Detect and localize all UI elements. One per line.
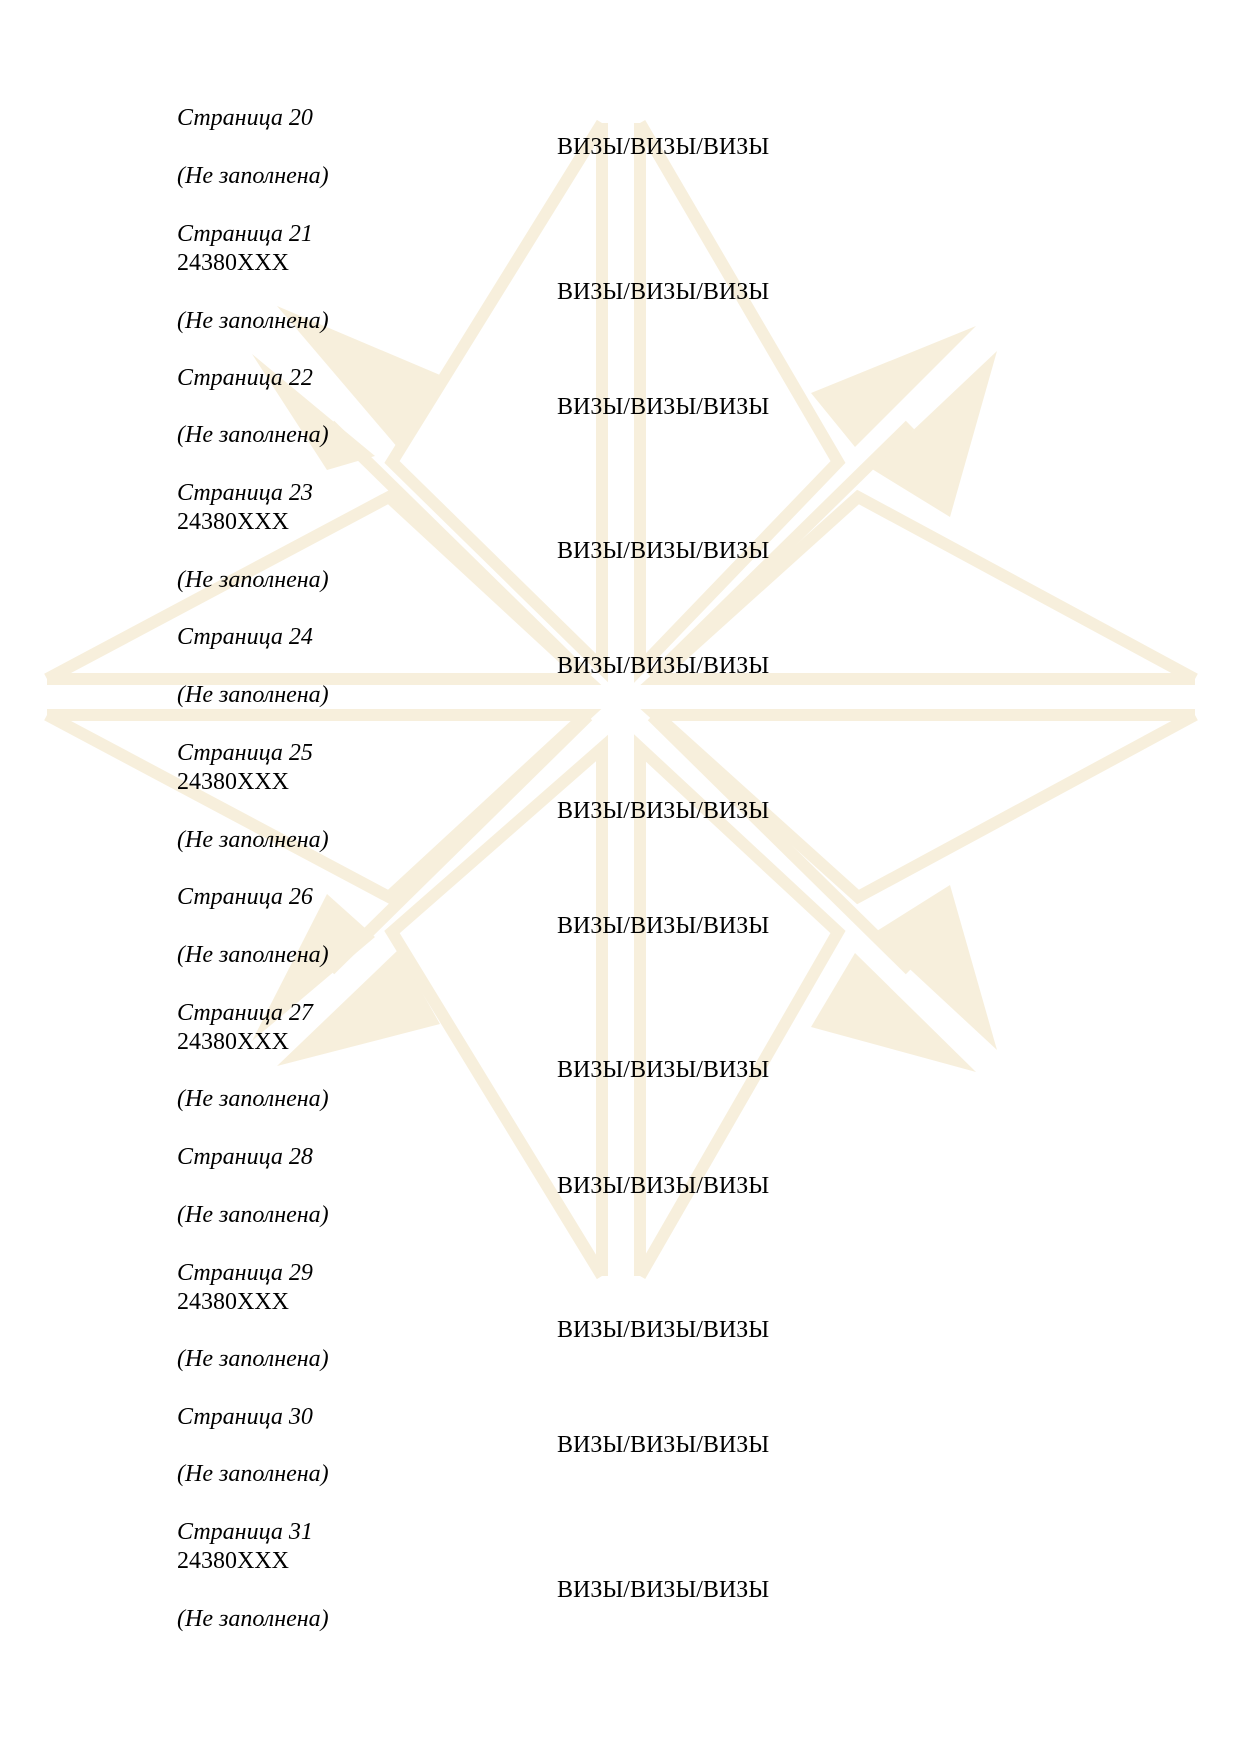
visa-stamp: ВИЗЫ/ВИЗЫ/ВИЗЫ [557,1317,770,1343]
page-status: (Не заполнена) [177,1202,329,1228]
page-status: (Не заполнена) [177,163,329,189]
page-code: 24380XXX [177,769,289,795]
page-status: (Не заполнена) [177,1461,329,1487]
page-title: Страница 21 [177,221,313,247]
page-title: Страница 28 [177,1144,313,1170]
page-status: (Не заполнена) [177,308,329,334]
page-status: (Не заполнена) [177,1606,329,1632]
page-title: Страница 23 [177,480,313,506]
page-title: Страница 26 [177,884,313,910]
page-title: Страница 22 [177,365,313,391]
page-title: Страница 27 [177,1000,313,1026]
visa-stamp: ВИЗЫ/ВИЗЫ/ВИЗЫ [557,279,770,305]
page-title: Страница 20 [177,105,313,131]
visa-stamp: ВИЗЫ/ВИЗЫ/ВИЗЫ [557,538,770,564]
visa-stamp: ВИЗЫ/ВИЗЫ/ВИЗЫ [557,1577,770,1603]
visa-stamp: ВИЗЫ/ВИЗЫ/ВИЗЫ [557,394,770,420]
page-code: 24380XXX [177,250,289,276]
visa-stamp: ВИЗЫ/ВИЗЫ/ВИЗЫ [557,913,770,939]
page-status: (Не заполнена) [177,1346,329,1372]
page-code: 24380XXX [177,1289,289,1315]
visa-stamp: ВИЗЫ/ВИЗЫ/ВИЗЫ [557,798,770,824]
page-code: 24380XXX [177,509,289,535]
visa-stamp: ВИЗЫ/ВИЗЫ/ВИЗЫ [557,1057,770,1083]
page-status: (Не заполнена) [177,827,329,853]
visa-stamp: ВИЗЫ/ВИЗЫ/ВИЗЫ [557,1173,770,1199]
page-status: (Не заполнена) [177,682,329,708]
page-title: Страница 31 [177,1519,313,1545]
page-code: 24380XXX [177,1548,289,1574]
visa-stamp: ВИЗЫ/ВИЗЫ/ВИЗЫ [557,1432,770,1458]
page-code: 24380XXX [177,1029,289,1055]
visa-stamp: ВИЗЫ/ВИЗЫ/ВИЗЫ [557,653,770,679]
page-status: (Не заполнена) [177,422,329,448]
page-title: Страница 29 [177,1260,313,1286]
visa-stamp: ВИЗЫ/ВИЗЫ/ВИЗЫ [557,134,770,160]
page-status: (Не заполнена) [177,1086,329,1112]
page-title: Страница 25 [177,740,313,766]
page-title: Страница 30 [177,1404,313,1430]
page-status: (Не заполнена) [177,567,329,593]
page-title: Страница 24 [177,624,313,650]
page-status: (Не заполнена) [177,942,329,968]
